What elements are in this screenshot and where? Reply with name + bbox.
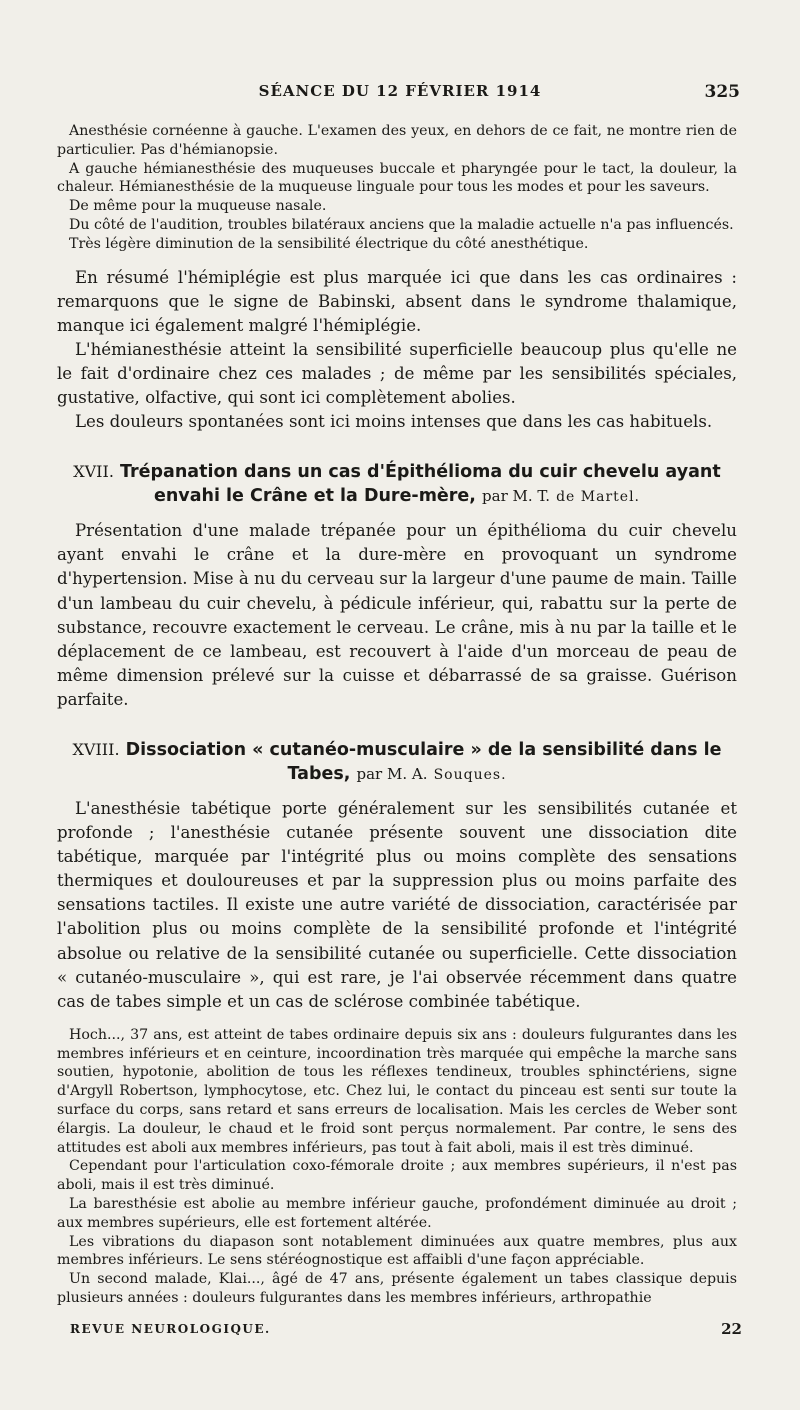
page-footer (70, 1322, 742, 1344)
paragraph: Anesthésie cornéenne à gauche. L'examen des yeux, en dehors de ce fait, ne montre rien de particulier. Pas d'hémianopsie. (57, 123, 737, 158)
paragraph: Du côté de l'audition, troubles bilatéraux anciens que la maladie actuelle n'a pas influencés. (69, 216, 734, 233)
paragraph: Les douleurs spontanées sont ici moins intenses que dans les cas habituels. (75, 412, 713, 432)
paragraph: L'anesthésie tabétique porte généralement sur les sensibilités cutanée et profonde ; l'anesthésie cutanée présente souvent une dissociation dite tabétique, marquée par l'intégrité plus ou moins complète des sensations thermiques et douloureuses et par la suppression plus ou moins parfaite des sensations tactiles. Il existe une autre variété de dissociation, caractérisée par l'abolition plus ou moins complète de la sensibilité profonde et l'intégrité absolue ou relative de la sensibilité cutanée ou superficielle. Cette dissociation « cutanéo-musculaire », qui est rare, je l'ai observée récemment dans quatre cas de tabes simple et un cas de sclérose combinée tabétique. (57, 798, 737, 1011)
paragraph: Un second malade, Klai..., âgé de 47 ans, présente également un tabes classique depuis plusieurs années : douleurs fulgurantes dans les membres inférieurs, arthropathie (57, 1271, 737, 1306)
paragraph: L'hémianesthésie atteint la sensibilité superficielle beaucoup plus qu'elle ne le fait d'ordinaire chez ces malades ; de même par les sensibilités spéciales, gustative, olfactive, qui sont ici complètement abolies. (57, 339, 737, 408)
section-number: XVII. (73, 462, 114, 482)
journal-name: REVUE NEUROLOGIQUE. (70, 1322, 271, 1336)
section-title: Dissociation « cutanéo-musculaire » de la sensibilité dans le Tabes, (125, 739, 722, 784)
section-17-body (57, 519, 737, 712)
section-18-case-notes (57, 1026, 737, 1308)
paragraph: La baresthésie est abolie au membre inférieur gauche, profondément diminuée au droit ; aux membres supérieurs, elle est fortement altérée. (57, 1196, 737, 1231)
paragraph: En résumé l'hémiplégie est plus marquée ici que dans les cas ordinaires : remarquons que le signe de Babinski, absent dans le syndrome thalamique, manque ici également malgré l'hémiplégie. (57, 267, 737, 335)
section-18-heading (57, 738, 737, 787)
paragraph: Présentation d'une malade trépanée pour un épithélioma du cuir chevelu ayant envahi le crâne et la dure-mère en provoquant un syndrome d'hypertension. Mise à nu du cerveau sur la largeur d'une paume de main. Taille d'un lambeau du cuir chevelu, à pédicule inférieur, qui, rabattu sur la perte de substance, recouvre exactement le cerveau. Le crâne, mis à nu par la taille et le déplacement de ce lambeau, est recouvert à l'aide d'un morceau de peau de même dimension prélevé sur la cuisse et débarrassé de sa graisse. Guérison parfaite. (57, 521, 737, 709)
paragraph: Très légère diminution de la sensibilité électrique du côté anesthétique. (69, 235, 589, 252)
running-title: SÉANCE DU 12 FÉVRIER 1914 (258, 82, 542, 100)
author-name: Souques. (433, 766, 507, 783)
paragraph: Hoch..., 37 ans, est atteint de tabes ordinaire depuis six ans : douleurs fulgurantes dans les membres inférieurs et en ceinture, incoordination très marquée qui empêche la marche sans soutien, hypotonie, abolition de tous les réflexes tendineux, troubles sphinctériens, signe d'Argyll Robertson, lymphocytose, etc. Chez lui, le contact du pinceau est senti sur toute la surface du corps, sans retard et sans erreurs de localisation. Mais les cercles de Weber sont élargis. La douleur, le chaud et le froid sont perçus normalement. Par contre, le sens des attitudes est aboli aux membres inférieurs, pas tout à fait aboli, mais il est très diminué. (57, 1026, 737, 1156)
paragraph: Cependant pour l'articulation coxo-fémorale droite ; aux membres supérieurs, il n'est pas aboli, mais il est très diminué. (57, 1158, 737, 1194)
paragraph: De même pour la muqueuse nasale. (69, 198, 327, 215)
intro-small-block (57, 122, 737, 254)
section-18-body (57, 797, 737, 1014)
page-number: 325 (704, 82, 740, 102)
section-number: XVIII. (72, 739, 120, 759)
intro-big-block (57, 266, 737, 435)
byline-prefix: par M. A. (356, 764, 428, 783)
signature-mark: 22 (721, 1320, 742, 1338)
paragraph: A gauche hémianesthésie des muqueuses buccale et pharyngée pour le tact, la douleur, la chaleur. Hémianesthésie de la muqueuse linguale pour tous les modes et pour les saveurs. (57, 160, 737, 196)
page-body (57, 122, 737, 1308)
running-head (60, 82, 740, 106)
section-17-heading (57, 460, 737, 509)
section-title: Trépanation dans un cas d'Épithélioma du cuir chevelu ayant envahi le Crâne et la Dure-mère, (120, 462, 721, 507)
paragraph: Les vibrations du diapason sont notablement diminuées aux quatre membres, plus aux membres inférieurs. Le sens stéréognostique est affaibli d'une façon appréciable. (57, 1233, 737, 1269)
byline-prefix: par M. T. (482, 487, 550, 506)
author-name: de Martel. (556, 489, 641, 506)
